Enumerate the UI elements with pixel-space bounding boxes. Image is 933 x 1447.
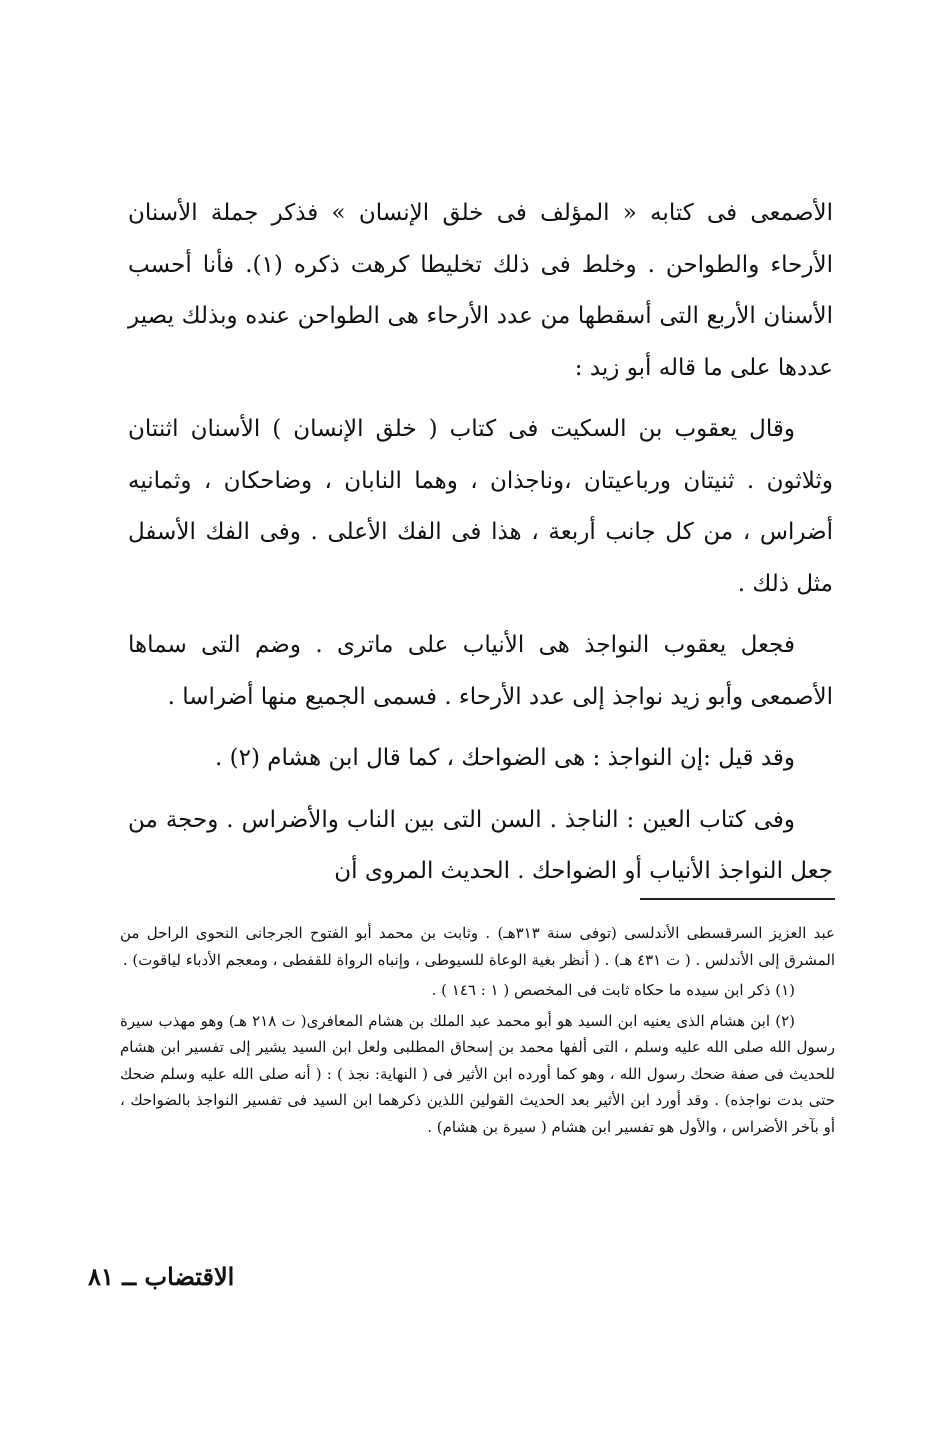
footnote-1: (١) ذكر ابن سيده ما حكاه ثابت فى المخصص ( ١ : ١٤٦ ) . [431,981,795,999]
footnote-2: (٢) ابن هشام الذى يعنيه ابن السيد هو أبو محمد عبد الملك بن هشام المعافرى( ت ٢١٨ هـ) وهو مهذب سيرة رسول الله صلى الله عليه وسلم ، التى ألفها محمد بن إسحاق المطلبى ولعل ابن السيد يشير إلى تفسير ابن هشام للحديث فى صفة ضحك رسول الله ، وهو كما أورده ابن الأثير فى ( النهاية: نجذ ) : ( أنه صلى الله عليه وسلم ضحك حتى بدت نواجذه) . وقد أورد ابن الأثير بعد الحديث القولين اللذين ذكرهما ابن السيد فى تفسير النواجذ بالضواحك ، أو بآخر الأضراس ، والأول هو تفسير ابن هشام ( سيرة بن هشام) . [120,1011,835,1136]
paragraph-3: فجعل يعقوب النواجذ هى الأنياب على ماترى . وضم التى سماها الأصمعى وأبو زيد نواجذ إلى عدد الأرحاء . فسمى الجميع منها أضراسا . [128,632,833,710]
footnote-separator [640,898,835,900]
footnote-continuation: عبد العزيز السرقسطى الأندلسى (توفى سنة ٣١٣هـ) . وثابت بن محمد أبو الفتوح الجرجانى النحوى الراحل من المشرق إلى الأندلس . ( ت ٤٣١ هـ) . ( أنظر بغية الوعاة للسيوطى ، وإنباه الرواة للقفطى ، ومعجم الأدباء لياقوت) . [120,924,835,969]
paragraph-1: الأصمعى فى كتابه « المؤلف فى خلق الإنسان » فذكر جملة الأسنان الأرحاء والطواحن . وخلط فى ذلك تخليطا كرهت ذكره (١). فأنا أحسب الأسنان الأربع التى أسقطها من عدد الأرحاء هى الطواحن عنده وبذلك يصير عددها على ما قاله أبو زيد : [128,200,833,381]
paragraph-2: وقال يعقوب بن السكيت فى كتاب ( خلق الإنسان ) الأسنان اثنتان وثلاثون . ثنيتان ورباعيتان ،وناجذان ، وهما النابان ، وضاحكان ، وثمانيه أضراس ، من كل جانب أربعة ، هذا فى الفك الأعلى . وفى الفك الأسفل مثل ذلك . [128,416,834,597]
main-text [128,188,833,908]
paragraph-5: وفى كتاب العين : الناجذ . السن التى بين الناب والأضراس . وحجة من جعل النواجذ الأنياب أو الضواحك . الحديث المروى أن [128,806,833,884]
footnotes [120,920,835,1144]
running-footer: الاقتضاب ــ ٨١ [88,1262,235,1291]
paragraph-4: وقد قيل :إن النواجذ : هى الضواحك ، كما قال ابن هشام (٢) . [215,745,795,771]
